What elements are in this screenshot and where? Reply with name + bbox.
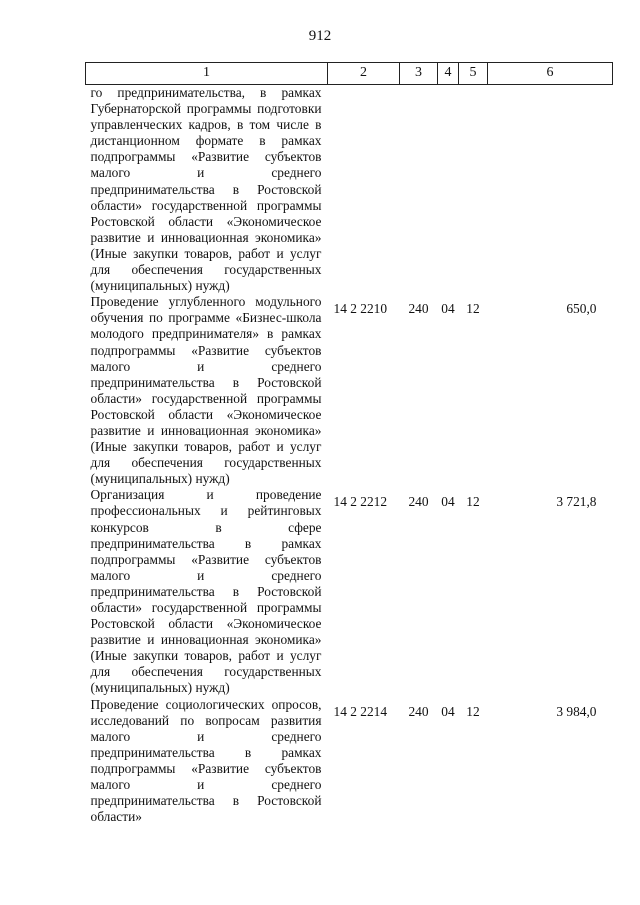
row-amount: 3 984,0 [556,703,597,719]
row-csr: 14 2 2212 [333,494,388,510]
header-col-2: 2 [328,63,400,85]
row-amount: 650,0 [566,301,597,317]
table-header [86,63,613,85]
row-description: Проведение социологических опросов, исследований по вопросам развития малого и среднего предпринимательства в рамках подпрограммы «Развитие субъектов малого и среднего предпринимательства в Ростовской области» [90,696,322,825]
header-row [86,63,613,85]
row-amount [488,85,613,295]
row-csr: 14 2 2210 [333,301,388,317]
row-rz: 04 [441,703,455,719]
row-pr: 12 [466,301,480,317]
row-pr [459,85,488,295]
header-col-1: 1 [86,63,328,85]
header-col-4: 4 [438,63,459,85]
row-rz [438,85,459,295]
row-csr: 14 2 2214 [333,703,388,719]
table-row [86,85,613,295]
row-rz: 04 [441,494,455,510]
row-vr: 240 [408,703,429,719]
row-pr: 12 [466,494,480,510]
row-vr [400,85,438,295]
header-col-3: 3 [400,63,438,85]
budget-table [85,62,613,825]
row-rz: 04 [441,301,455,317]
row-description: го предпринимательства, в рамках Губернаторской программы подготовки управленческих кадров, в том числе в дистанционном формате в рамках подпрограммы «Развитие субъектов малого и среднего предпринимательства в Ростовской области» государственной программы Ростовской области «Экономическое развитие и инновационная экономика» (Иные закупки товаров, работ и услуг для обеспечения государственных (муниципальных) нужд) [90,85,322,294]
row-description: Проведение углубленного модульного обучения по программе «Бизнес-школа молодого предпринимателя» в рамках подпрограммы «Развитие субъектов малого и среднего предпринимательства в Ростовской области» государственной программы Ростовской области «Экономическое развитие и инновационная экономика» (Иные закупки товаров, работ и услуг для обеспечения государственных (муниципальных) нужд) [90,294,322,487]
row-description: Организация и проведение профессиональных и рейтинговых конкурсов в сфере предпринимательства в рамках подпрограммы «Развитие субъектов малого и среднего предпринимательства в Ростовской области» государственной программы Ростовской области «Экономическое развитие и инновационная экономика» (Иные закупки товаров, работ и услуг для обеспечения государственных (муниципальных) нужд) [90,487,322,696]
page-number: 912 [308,28,332,44]
header-col-6: 6 [488,63,613,85]
table-row [86,697,613,826]
table-row [86,487,613,696]
row-pr: 12 [466,703,480,719]
table-row [86,294,613,487]
row-vr: 240 [408,494,429,510]
row-csr [328,85,400,295]
row-vr: 240 [408,301,429,317]
table-body [86,85,613,826]
row-amount: 3 721,8 [556,494,597,510]
header-col-5: 5 [459,63,488,85]
